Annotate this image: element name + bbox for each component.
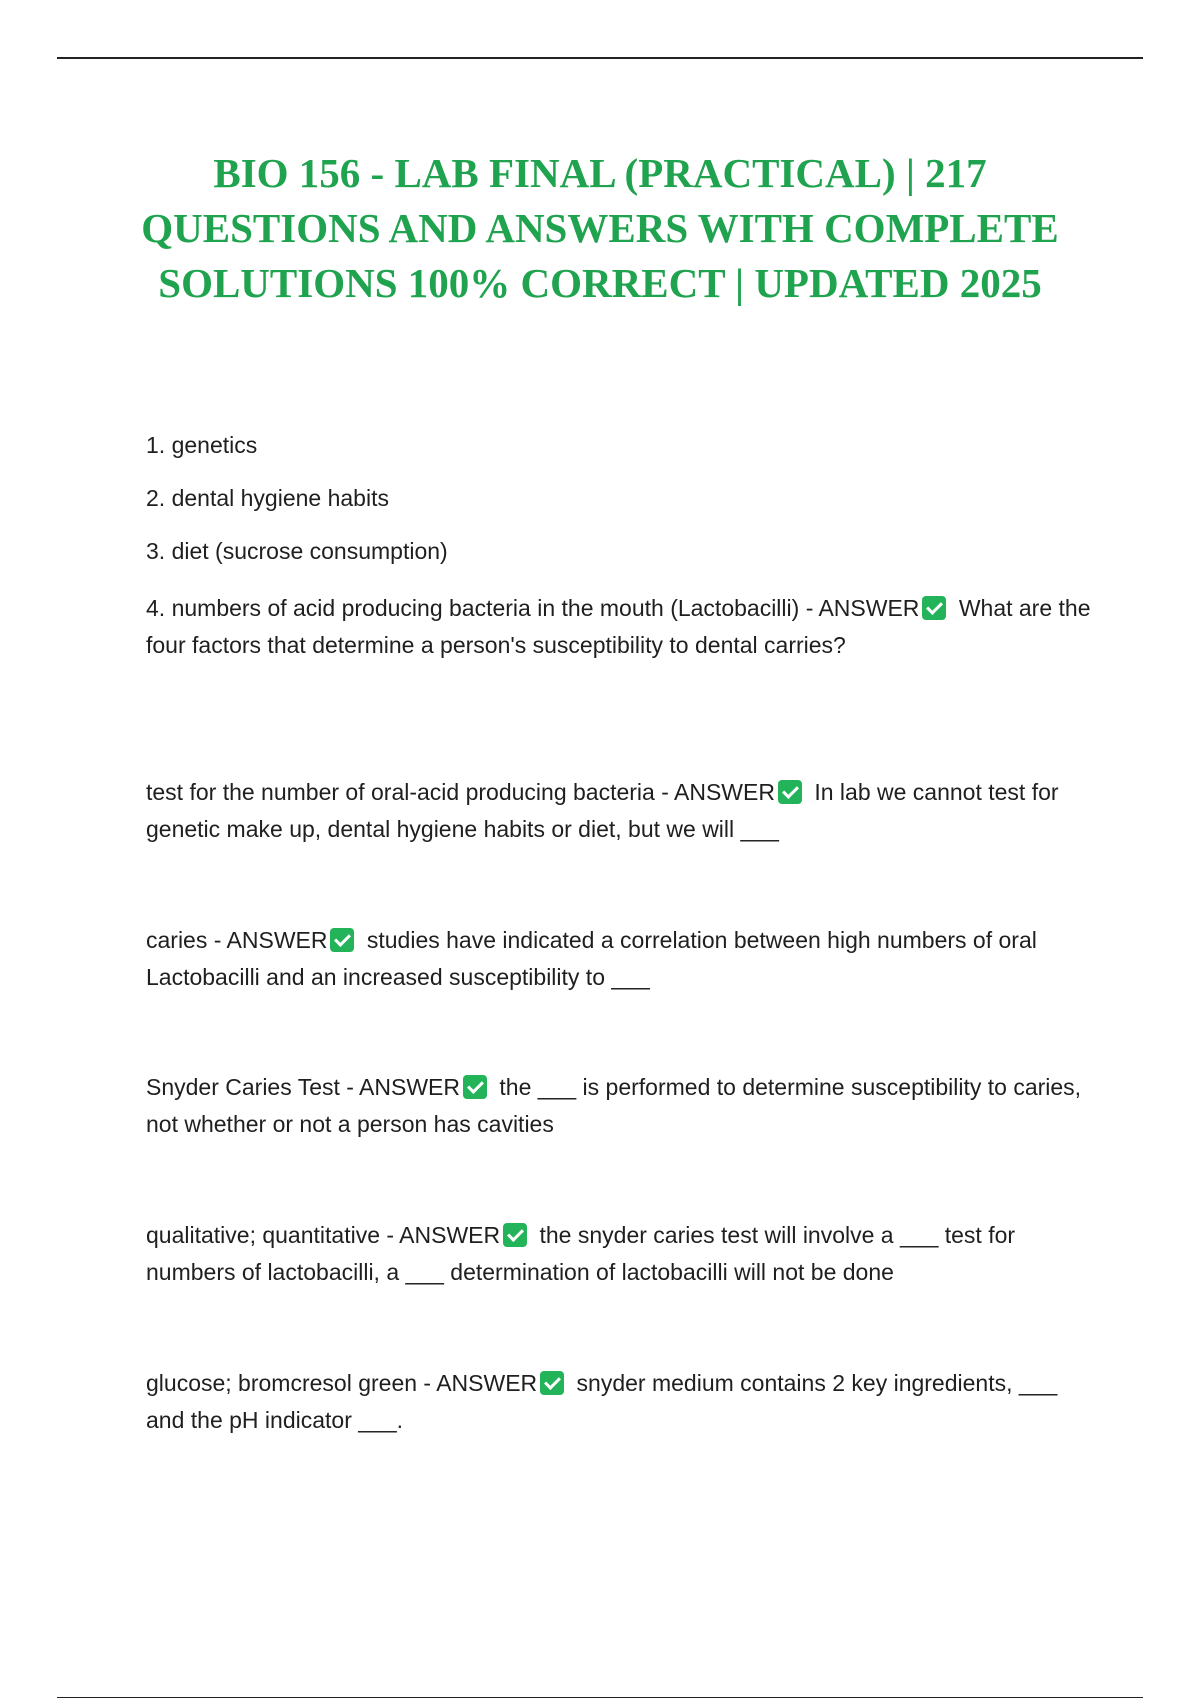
qa-entry xyxy=(146,1217,1096,1291)
question-text: the ___ is performed to determine susceptibility to caries, not whether or not a person has cavities xyxy=(146,1074,1082,1137)
check-mark-icon xyxy=(922,596,946,620)
answer-text: Snyder Caries Test - ANSWER xyxy=(146,1074,461,1100)
qa-entry xyxy=(146,590,1096,664)
question-text: In lab we cannot test for genetic make up, dental hygiene habits or diet, but we will ___ xyxy=(146,779,1059,842)
check-mark-icon xyxy=(778,780,802,804)
answer-text: 4. numbers of acid producing bacteria in the mouth (Lactobacilli) - ANSWER xyxy=(146,595,920,621)
list-item: 2. dental hygiene habits xyxy=(146,485,389,511)
qa-entry xyxy=(146,1069,1096,1143)
answer-text: caries - ANSWER xyxy=(146,927,328,953)
check-mark-icon xyxy=(503,1223,527,1247)
qa-entry xyxy=(146,1365,1096,1439)
answer-text: test for the number of oral-acid producing bacteria - ANSWER xyxy=(146,779,775,805)
qa-entry xyxy=(146,774,1096,848)
list-item: 3. diet (sucrose consumption) xyxy=(146,538,448,564)
question-text: studies have indicated a correlation between high numbers of oral Lactobacilli and an increased susceptibility to ___ xyxy=(146,927,1037,990)
question-text: snyder medium contains 2 key ingredients, ___ and the pH indicator ___. xyxy=(146,1370,1058,1433)
top-rule xyxy=(57,57,1143,59)
bottom-rule xyxy=(57,1697,1143,1698)
answer-text: qualitative; quantitative - ANSWER xyxy=(146,1222,501,1248)
answer-text: glucose; bromcresol green - ANSWER xyxy=(146,1370,538,1396)
check-mark-icon xyxy=(540,1371,564,1395)
question-text: the snyder caries test will involve a ___ test for numbers of lactobacilli, a ___ determination of lactobacilli will not be done xyxy=(146,1222,1016,1285)
check-mark-icon xyxy=(330,928,354,952)
document-title: BIO 156 - LAB FINAL (PRACTICAL) | 217 QUESTIONS AND ANSWERS WITH COMPLETE SOLUTIONS 100% CORRECT | UPDATED 2025 xyxy=(141,150,1059,306)
check-mark-icon xyxy=(463,1075,487,1099)
question-text: What are the four factors that determine a person's susceptibility to dental carries? xyxy=(146,595,1091,658)
list-item: 1. genetics xyxy=(146,432,258,458)
qa-entry xyxy=(146,922,1096,996)
